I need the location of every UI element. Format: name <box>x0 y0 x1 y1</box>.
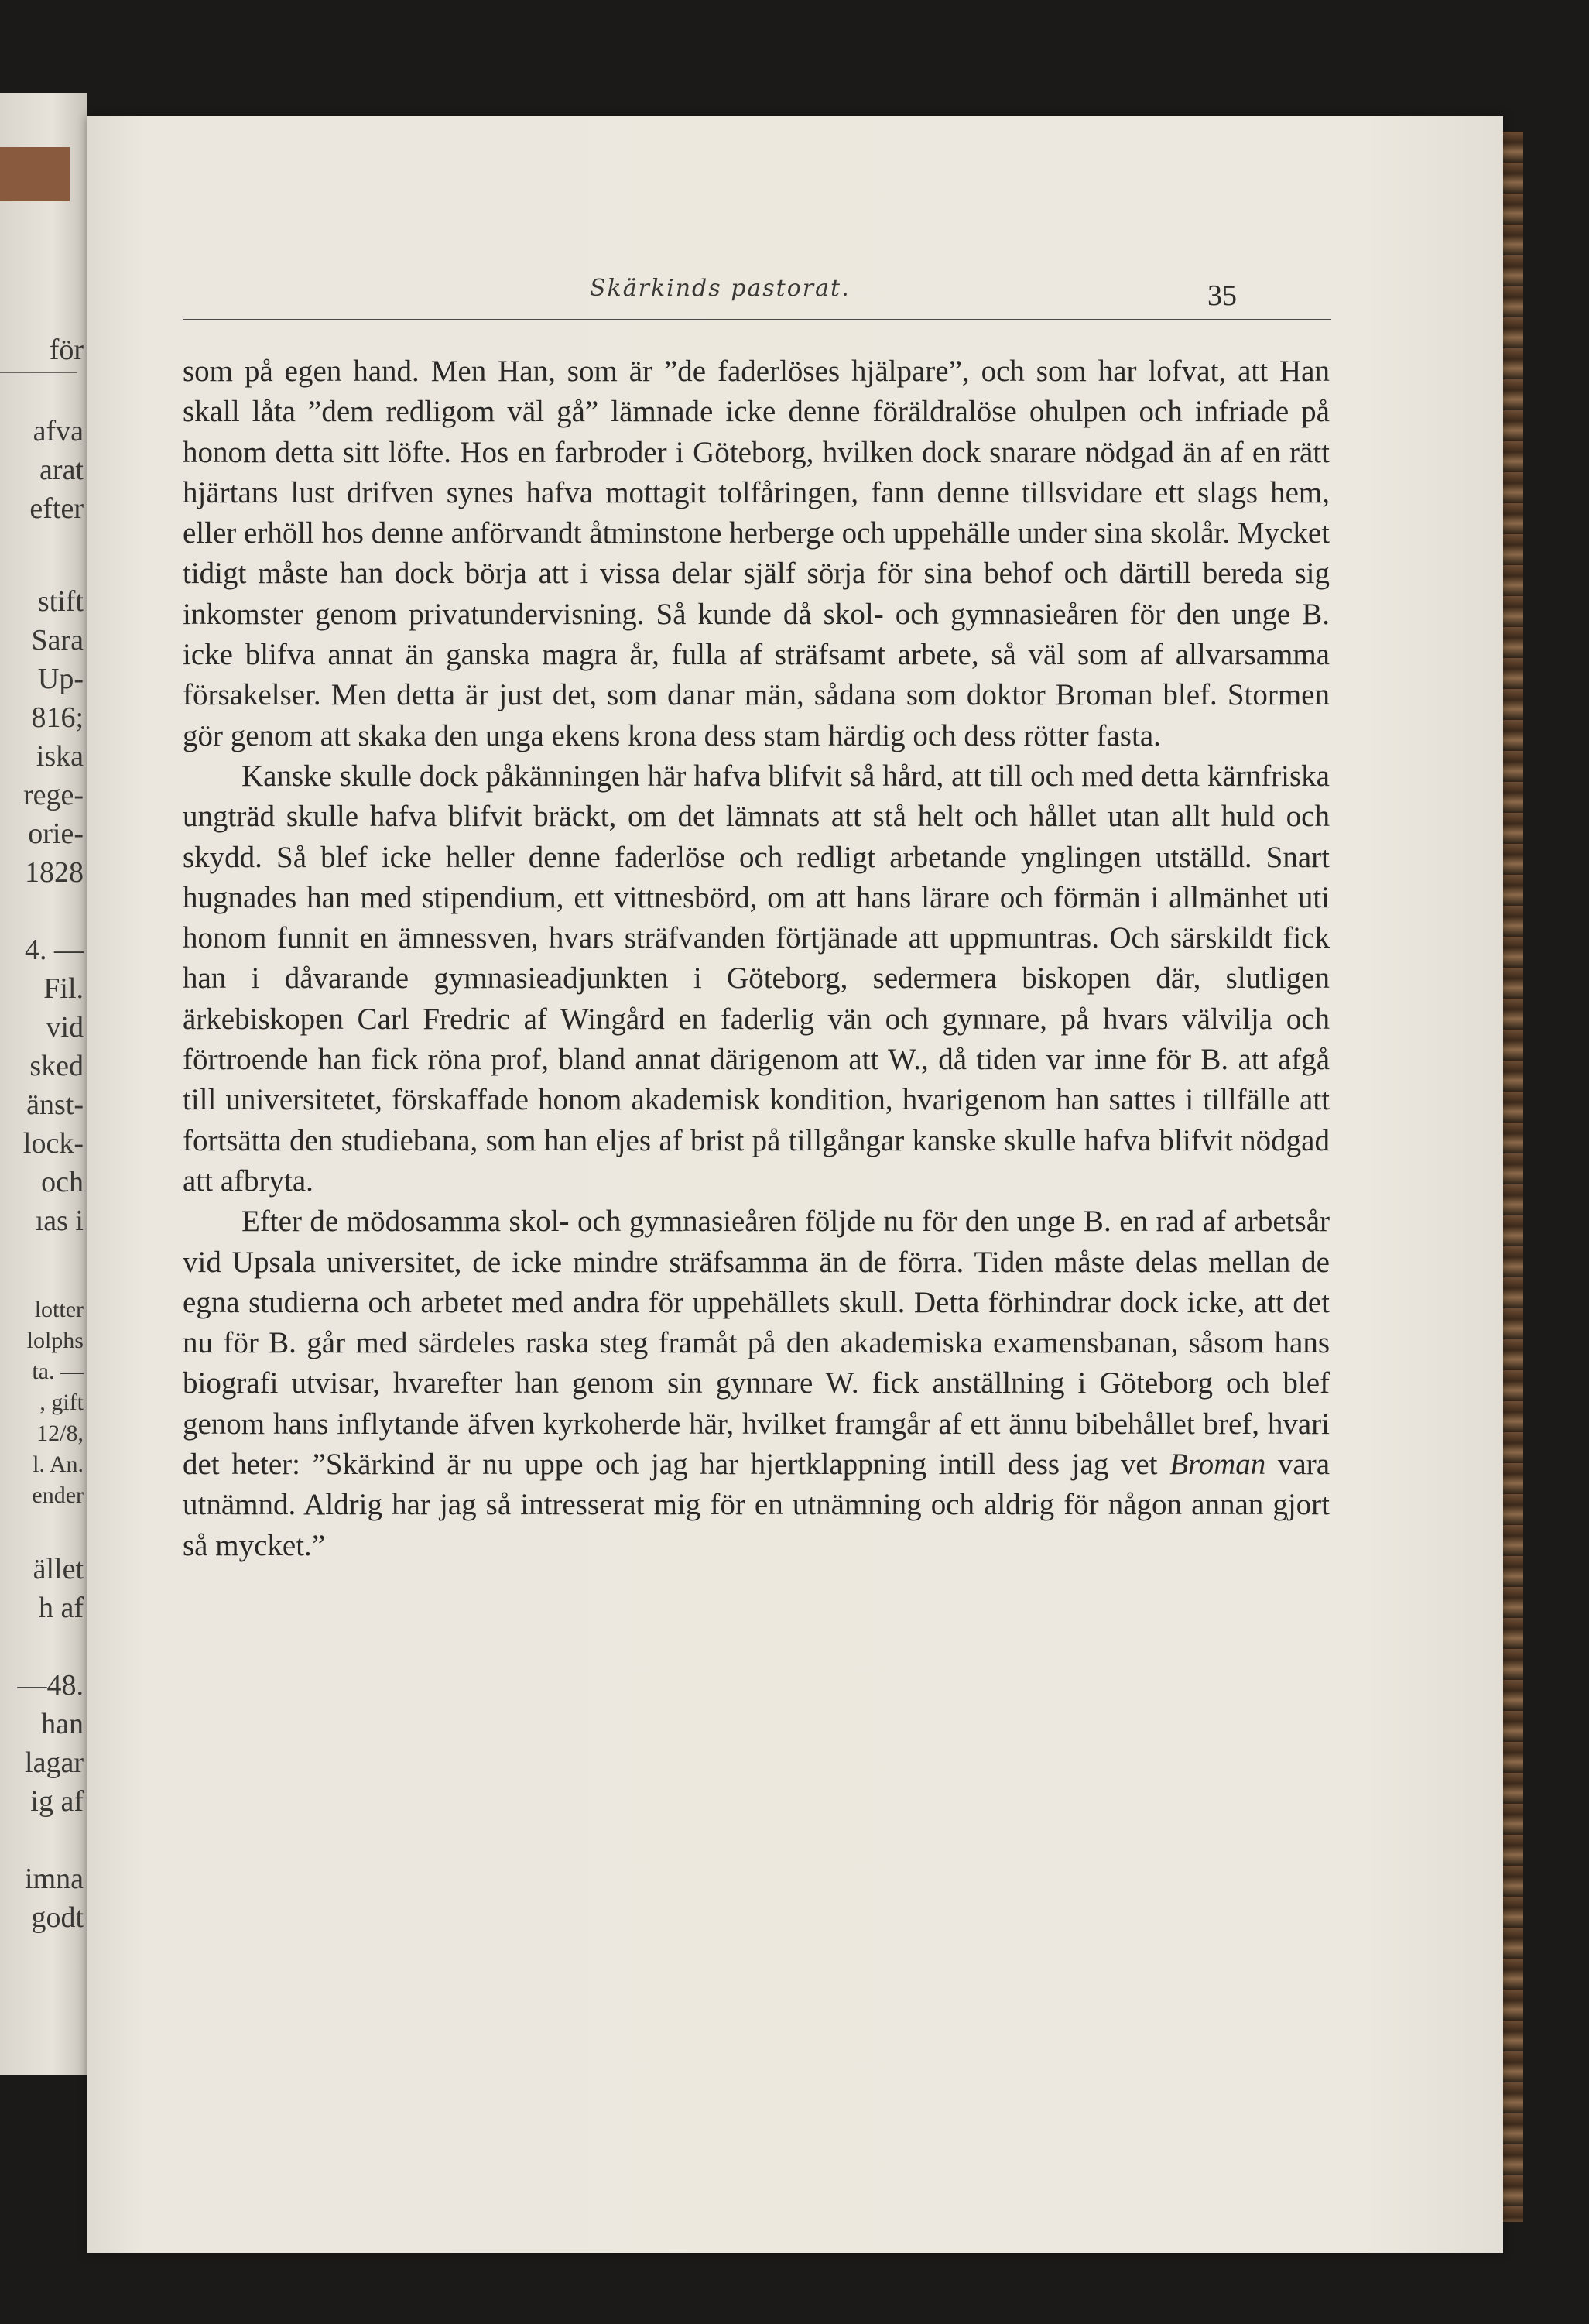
facing-page-fragment: 816; <box>31 701 84 734</box>
facing-page-fragment: 1828 <box>25 856 84 889</box>
facing-page-rule <box>0 372 77 373</box>
running-head: Skärkinds pastorat. <box>590 275 851 302</box>
facing-page-fragment: Fil. <box>43 972 84 1005</box>
facing-page-fragment: 12/8, <box>36 1421 84 1446</box>
book-edge-marbled <box>1500 132 1523 2222</box>
facing-page-fragment: ıas i <box>35 1205 84 1237</box>
paragraph-1: som på egen hand. Men Han, som är ”de faderlöses hjälpare”, och som har lofvat, att Han skall låta ”dem redligom väl gå” lämnade icke denne föräldralöse ohulpen och infriade på honom detta sitt löfte. Hos en farbroder i Göteborg, hvilken dock snarare nödgad än af en rätt hjärtans lust drifven synes hafva mottagit tolfåringen, fann denne tillsvidare ett slags hem, eller erhöll hos denne anförvandt åtminstone herberge och uppehälle under sina skolår. Mycket tidigt måste han dock börja att i vissa delar själf sörja för sina behof och därtill bereda sig inkomster genom privatundervisning. Så kunde då skol- och gymnasieåren för den unge B. icke blifva annat än ganska magra år, fulla af sträfsamt arbete, så väl som af allvarsamma försakelser. Men detta är just det, som danar män, sådana som doktor Broman blef. Stormen gör genom att skaka den unga ekens krona dess stam härdig och dess rötter fasta. <box>183 355 1330 752</box>
facing-page-fragment: godt <box>31 1901 84 1934</box>
facing-page <box>0 93 87 2075</box>
facing-page-fragment: iska <box>36 740 84 773</box>
facing-page-fragment: h af <box>38 1592 84 1624</box>
facing-page-fragment: lagar <box>25 1746 84 1779</box>
facing-page-fragment: ta. — <box>32 1359 84 1384</box>
facing-page-fragment: Sara <box>31 624 84 656</box>
facing-page-fragment: änst- <box>26 1088 84 1121</box>
facing-page-fragment: han <box>41 1708 84 1740</box>
facing-page-fragment: arat <box>39 454 84 486</box>
body-text <box>183 351 1330 1566</box>
book-cover-edge <box>0 147 70 201</box>
facing-page-fragment: imna <box>25 1863 84 1895</box>
facing-page-fragment: l. An. <box>33 1452 84 1477</box>
facing-page-fragment: sked <box>29 1050 84 1082</box>
facing-page-fragment: ender <box>32 1482 84 1508</box>
facing-page-fragment: lotter <box>34 1297 84 1322</box>
facing-page-fragment: för <box>49 334 84 366</box>
page-number: 35 <box>1207 279 1237 312</box>
facing-page-fragment: afva <box>33 415 84 447</box>
facing-page-fragment: ället <box>33 1553 84 1585</box>
facing-page-fragment: efter <box>29 492 84 525</box>
facing-page-fragment: stift <box>37 585 84 618</box>
paragraph-3 <box>183 1201 1330 1566</box>
facing-page-fragment: lock- <box>22 1127 84 1160</box>
facing-page-fragment: —48. <box>17 1669 84 1702</box>
header-rule <box>183 319 1331 320</box>
facing-page-fragment: orie- <box>28 818 84 850</box>
facing-page-fragment: och <box>41 1166 84 1198</box>
facing-page-fragment: ig af <box>30 1785 84 1818</box>
paragraph-3-ending: vara utnämnd. Aldrig har jag så intresserat mig för en utnämning och aldrig för någon annan gjort så mycket.” <box>183 1448 1330 1562</box>
italic-name: Broman <box>1169 1448 1266 1482</box>
facing-page-fragment: Up- <box>37 663 84 695</box>
paragraph-2: Kanske skulle dock påkänningen här hafva blifvit så hård, att till och med detta kärnfriska ungträd skulle hafva blifvit bräckt, om det lämnats att stå helt och hållet utan allt huld och skydd. Så blef icke heller denne faderlöse och redligt arbetande ynglingen utställd. Snart hugnades han med stipendium, ett vittnesbörd, om att hans lärare och förmän i allmänhet uti honom funnit en ämnessven, hvars sträfvanden förtjänade att uppmuntras. Och särskildt fick han i dåvarande gymnasieadjunkten i Göteborg, sedermera biskopen där, slutligen ärkebiskopen Carl Fredric af Wingård en faderlig vän och gynnare, på hvars välvilja och förtroende han fick röna prof, bland annat därigenom att W., då tiden var inne för B. att afgå till universitetet, förskaffade honom akademisk kondition, hvarigenom han sattes i tillfälle att fortsätta den studiebana, som han eljes af brist på tillgångar kanske skulle hafva blifvit nödgad att afbryta. <box>183 759 1330 1198</box>
facing-page-fragment: , gift <box>39 1390 84 1415</box>
facing-page-fragment: rege- <box>22 779 84 811</box>
paragraph-3-text: Efter de mödosamma skol- och gymnasieåren följde nu för den unge B. en rad af arbetsår vid Upsala universitet, de icke mindre sträfsamma än de förra. Tiden måste delas mellan de egna studierna och arbetet med andra för uppehällets skull. Detta förhindrar dock icke, att det nu för B. går med särdeles raska steg framåt på den akademiska examensbanan, såsom hans biografi utvisar, hvarefter han genom sin gynnare W. fick anställning i Göteborg och blef genom hans inflytande äfven kyrkoherde här, hvilket framgår af ett ännu bibehållet bref, hvari det heter: ”Skärkind är nu uppe och jag har hjertklappning intill dess jag vet <box>183 1205 1330 1482</box>
facing-page-fragment: 4. — <box>25 934 84 966</box>
facing-page-fragment: lolphs <box>26 1328 84 1353</box>
book-page <box>87 116 1503 2253</box>
facing-page-fragment: vid <box>46 1011 84 1044</box>
